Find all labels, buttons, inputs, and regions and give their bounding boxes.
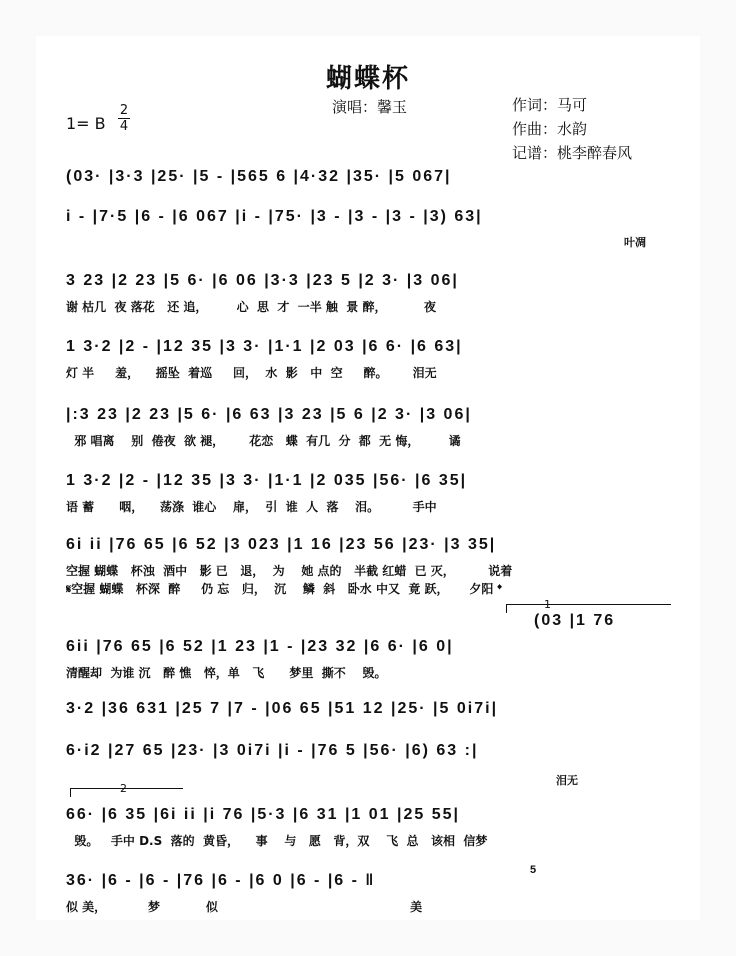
notes-line: 6ii |76 65 |6 52 |1 23 |1 - |23 32 |6 6· |6 0|	[66, 638, 454, 655]
notes-line: (03 |1 76	[534, 612, 616, 629]
lyric-pickup: 泪无	[556, 775, 578, 787]
notes-line: 36· |6 - |6 - |76 |6 - |6 0 |6 - |6 - ‖	[66, 872, 376, 889]
lyric-line-verse-2: 𝄋空握 蝴蝶 杯深 醉 仍 忘 归， 沉 鳞 斜 卧水 中又 竟 跃， 夕阳 𝄌	[66, 582, 502, 596]
time-signature-top: 2	[119, 103, 129, 118]
lyric-line-verse-1: 空握 蝴蝶 杯浊 酒中 影 已 退， 为 她 点的 半截 红蜡 已 灭， 说着	[66, 564, 513, 578]
score-row-12	[36, 864, 700, 914]
volta-number-1: 1	[544, 598, 551, 611]
score-row-9	[36, 700, 700, 728]
volta-number-2: 2	[120, 782, 127, 795]
song-title: 蝴蝶杯	[325, 64, 410, 94]
notes-line: 6i ii |76 65 |6 52 |3 023 |1 16 |23 56 |23· |3 35|	[66, 536, 497, 553]
lyric-line: 清醒却 为谁 沉 醉 憔 悴，单 飞 梦里 撕不 毁。	[66, 666, 387, 680]
score-row-8	[36, 638, 700, 680]
score-row-11	[36, 806, 700, 848]
score-row-10	[36, 742, 700, 787]
lyric-line: 语 蓄 咽， 荡涤 谁心 扉， 引 谁 人 落 泪。 手中	[66, 500, 437, 514]
transcriber-credit: 记谱：桃李醉春风	[512, 144, 633, 162]
notes-line: 1 3·2 |2 - |12 35 |3 3· |1·1 |2 035 |56· |6 35|	[66, 472, 468, 489]
singer-credit: 演唱：馨玉	[332, 98, 408, 116]
score-row-5	[36, 406, 700, 448]
notes-line: |:3 23 |2 23 |5 6· |6 63 |3 23 |5 6 |2 3· |3 06|	[66, 406, 472, 423]
composer-credit: 作曲：水韵	[512, 120, 588, 138]
score-row-1	[36, 168, 700, 196]
notes-line: 66· |6 35 |6i ii |i 76 |5·3 |6 31 |1 01 |25 55|	[66, 806, 461, 823]
key-signature: 1= B	[66, 114, 106, 133]
notes-line: 6·i2 |27 65 |23· |3 0i7i |i - |76 5 |56· |6) 63 :|	[66, 742, 479, 759]
notes-line: (03· |3·3 |25· |5 - |565 6 |4·32 |35· |5 067|	[66, 168, 452, 185]
lyric-line: 毁。 手中 D.S 落的 黄昏， 事 与 愿 背，双 飞 总 该相 信梦	[66, 834, 488, 848]
lyric-line: 灯 半 羞， 摇坠 着巡 回， 水 影 中 空 醉。 泪无	[66, 366, 437, 380]
score-row-2	[36, 208, 700, 249]
score-row-7	[36, 536, 700, 596]
lyric-line: 邪 唱离 别 倦夜 欲 褪， 花恋 蝶 有几 分 都 无 悔， 谲	[66, 434, 461, 448]
volta-notes	[36, 612, 700, 632]
lyric-line: 似 美， 梦 似 美	[66, 900, 423, 914]
notes-line: i - |7·5 |6 - |6 067 |i - |75· |3 - |3 - |3 - |3) 63|	[66, 208, 483, 225]
score-sheet	[36, 36, 700, 920]
fermata-number: 5	[530, 864, 537, 876]
notes-line: 1 3·2 |2 - |12 35 |3 3· |1·1 |2 03 |6 6· |6 63|	[66, 338, 463, 355]
score-row-6	[36, 472, 700, 514]
notes-line: 3 23 |2 23 |5 6· |6 06 |3·3 |23 5 |2 3· |3 06|	[66, 272, 459, 289]
lyric-line: 谢 枯几 夜 落花 还 追， 心 思 才 一半 触 景 醉， 夜	[66, 300, 437, 314]
time-signature-bottom: 4	[119, 119, 129, 134]
score-row-4	[36, 338, 700, 380]
lyricist-credit: 作词：马可	[512, 96, 588, 114]
notes-line: 3·2 |36 631 |25 7 |7 - |06 65 |51 12 |25· |5 0i7i|	[66, 700, 499, 717]
time-signature	[118, 104, 130, 133]
lyric-pickup: 叶凋	[624, 237, 646, 249]
score-row-3	[36, 272, 700, 314]
